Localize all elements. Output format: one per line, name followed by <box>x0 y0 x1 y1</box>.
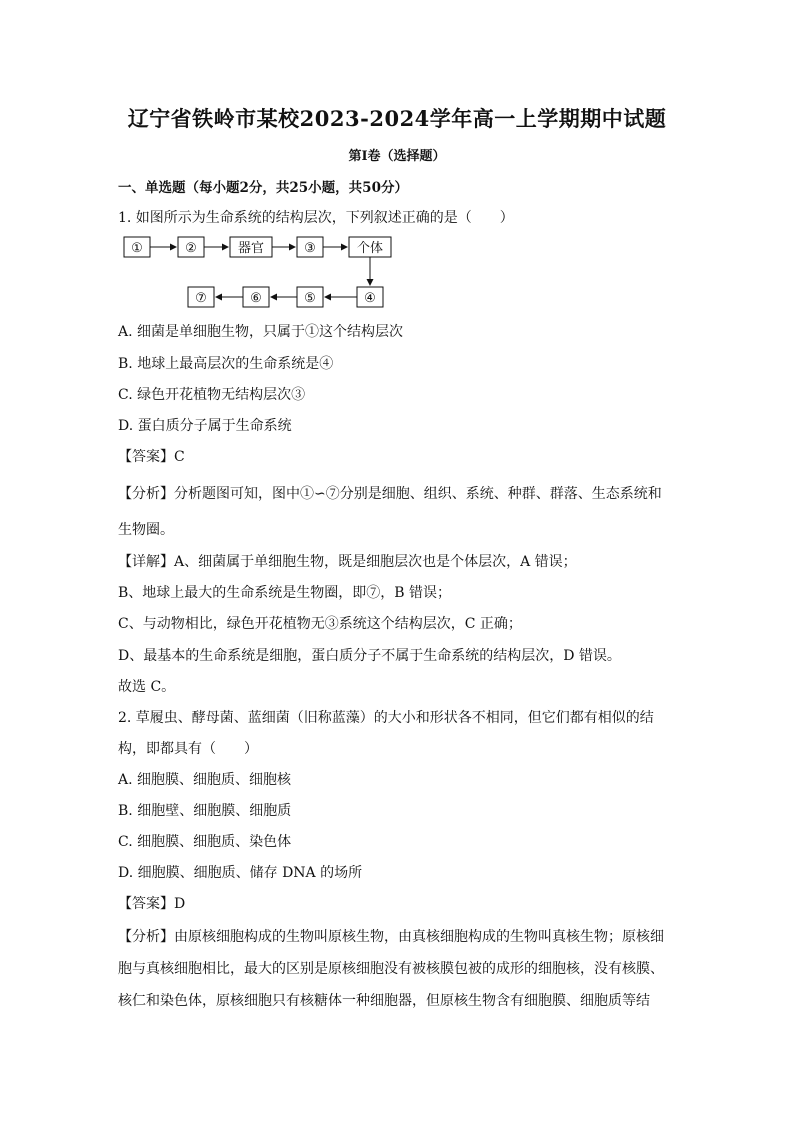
q1-conclusion: 故选 C。 <box>118 679 176 695</box>
page-title: 辽宁省铁岭市某校2023-2024学年高一上学期期中试题 <box>127 106 667 131</box>
diagram-node-organ <box>230 237 272 257</box>
diagram-node-6-label: ⑥ <box>250 291 262 306</box>
diagram-node-3 <box>297 237 323 257</box>
q1-detail-line-1: 【详解】A、细菌属于单细胞生物，既是细胞层次也是个体层次，A 错误； <box>118 554 577 570</box>
volume-subtitle: 第Ⅰ卷（选择题） <box>348 149 446 164</box>
diagram-node-7-label: ⑦ <box>195 291 207 306</box>
diagram-node-5-label: ⑤ <box>304 291 316 306</box>
q1-detail-line-3: C、与动物相比，绿色开花植物无③系统这个结构层次，C 正确； <box>118 616 522 632</box>
q1-option-b: B. 地球上最高层次的生命系统是④ <box>118 356 334 372</box>
diagram-node-individual <box>349 237 391 257</box>
q2-analysis-line-1: 【分析】由原核细胞构成的生物叫原核生物，由真核细胞构成的生物叫真核生物；原核细 <box>118 929 664 945</box>
q2-answer: 【答案】D <box>118 896 186 912</box>
q2-option-b: B. 细胞壁、细胞膜、细胞质 <box>118 803 292 819</box>
diagram-node-1 <box>124 237 150 257</box>
diagram-node-2 <box>178 237 204 257</box>
q2-analysis-line-3: 核仁和染色体，原核细胞只有核糖体一种细胞器，但原核生物含有细胞膜、细胞质等结 <box>118 993 650 1009</box>
q2-option-a: A. 细胞膜、细胞质、细胞核 <box>118 772 292 788</box>
q1-analysis-line-2: 生物圈。 <box>118 522 174 538</box>
diagram-node-4-label: ④ <box>364 291 376 306</box>
diagram-node-2-label: ② <box>185 241 197 256</box>
diagram-node-3-label: ③ <box>304 241 316 256</box>
diagram-node-1-label: ① <box>131 241 143 256</box>
diagram-node-4 <box>357 287 383 307</box>
q2-stem-line-1: 2. 草履虫、酵母菌、蓝细菌（旧称蓝藻）的大小和形状各不相同，但它们都有相似的结 <box>118 710 654 726</box>
section-heading: 一、单选题（每小题2分，共25小题，共50分） <box>118 180 408 196</box>
q1-stem: 1. 如图所示为生命系统的结构层次，下列叙述正确的是（ ） <box>118 210 514 226</box>
q2-option-c: C. 细胞膜、细胞质、染色体 <box>118 834 292 850</box>
diagram-node-5 <box>297 287 323 307</box>
q1-analysis-line-1: 【分析】分析题图可知，图中①∽⑦分别是细胞、组织、系统、种群、群落、生态系统和 <box>118 486 662 502</box>
diagram-node-organ-label: 器官 <box>237 241 265 256</box>
q1-answer: 【答案】C <box>118 449 185 465</box>
q2-stem-line-2: 构，即都具有（ ） <box>118 741 258 757</box>
diagram-node-6 <box>243 287 269 307</box>
q2-analysis-line-2: 胞与真核细胞相比，最大的区别是原核细胞没有被核膜包被的成形的细胞核，没有核膜、 <box>118 961 664 977</box>
q2-option-d: D. 细胞膜、细胞质、储存 DNA 的场所 <box>118 865 363 881</box>
q1-detail-line-2: B、地球上最大的生命系统是生物圈，即⑦，B 错误； <box>118 585 452 601</box>
q1-option-c: C. 绿色开花植物无结构层次③ <box>118 387 306 403</box>
q1-detail-line-4: D、最基本的生命系统是细胞，蛋白质分子不属于生命系统的结构层次，D 错误。 <box>118 648 621 664</box>
q1-option-a: A. 细菌是单细胞生物，只属于①这个结构层次 <box>118 324 404 340</box>
diagram-node-7 <box>188 287 214 307</box>
structure-hierarchy-diagram <box>110 232 410 312</box>
diagram-node-individual-label: 个体 <box>356 241 384 256</box>
q1-option-d: D. 蛋白质分子属于生命系统 <box>118 418 292 434</box>
